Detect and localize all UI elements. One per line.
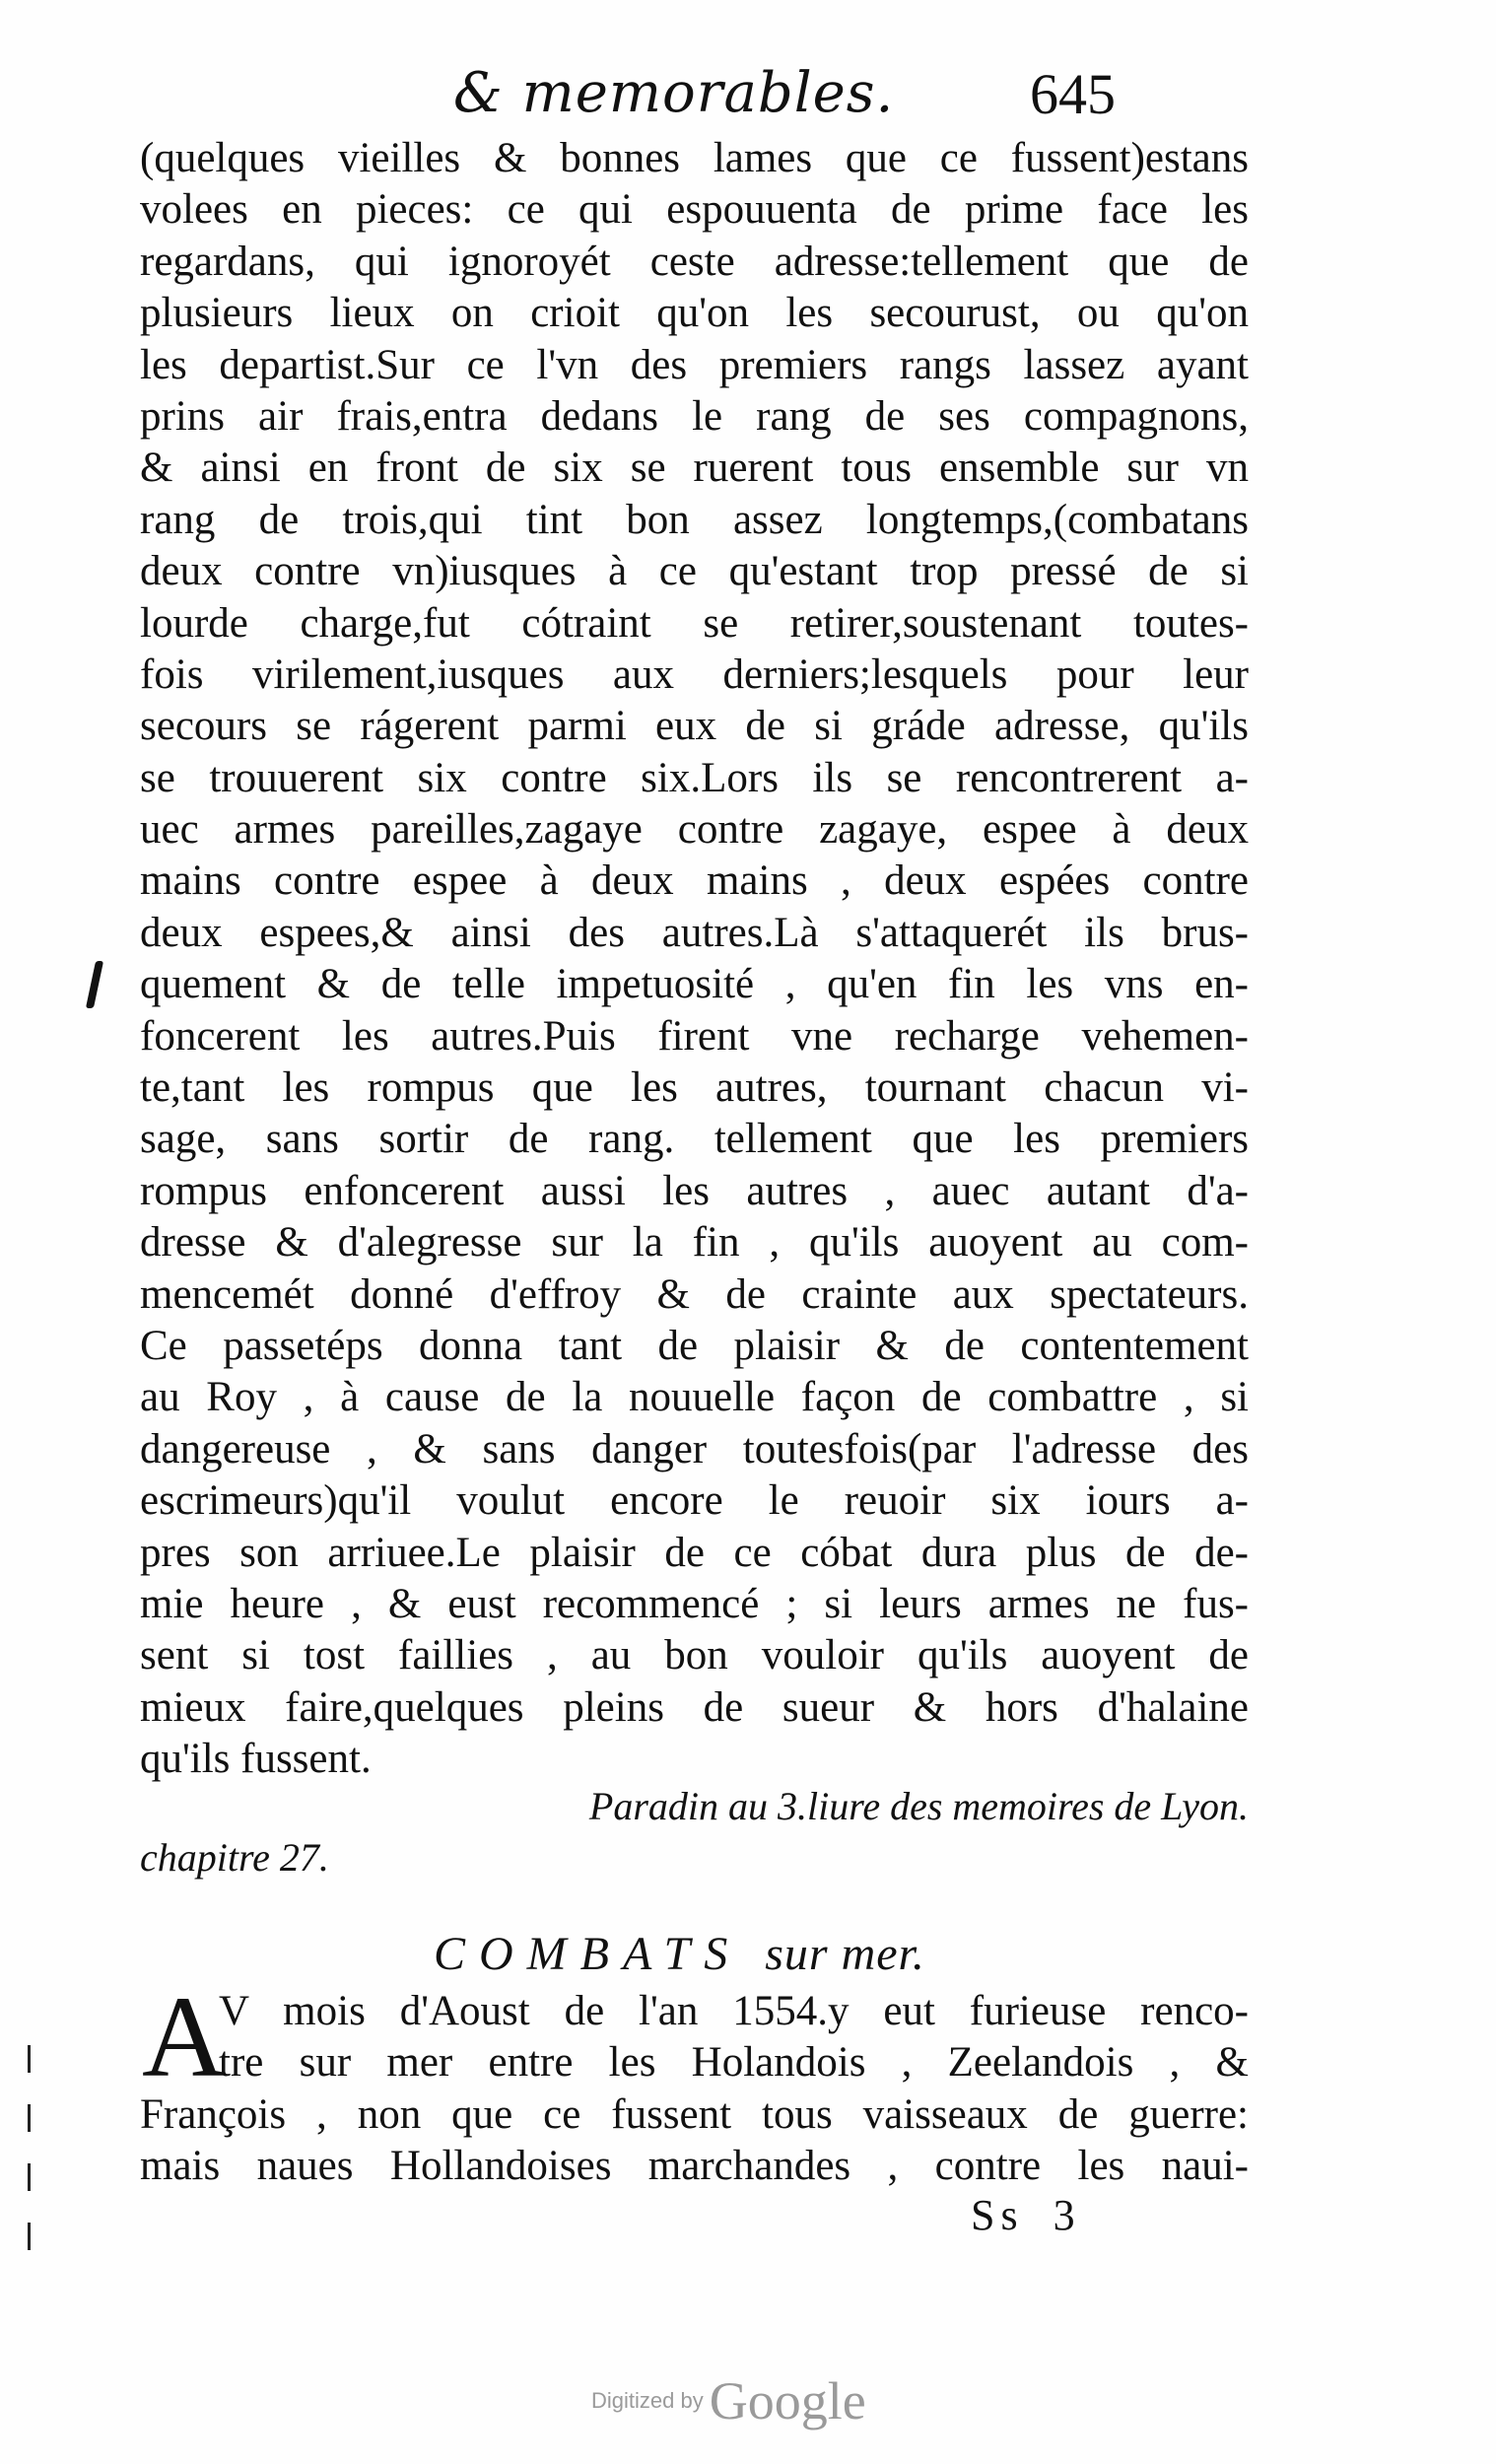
text-line: qu'ils fussent. bbox=[140, 1736, 372, 1783]
text-line: prins air frais,entra dedans le rang de ses compagnons, bbox=[140, 392, 1249, 440]
watermark-logo: Google bbox=[709, 2371, 866, 2430]
text-line: & ainsi en front de six se ruerent tous ensemble sur vn bbox=[140, 445, 1249, 492]
text-line: pres son arriuee.Le plaisir de ce cóbat dura plus de de- bbox=[140, 1529, 1249, 1576]
text-line: rang de trois,qui tint bon assez longtemps,(combatans bbox=[140, 496, 1249, 543]
text-line: lourde charge,fut cótraint se retirer,soustenant toutes- bbox=[140, 599, 1249, 647]
text-line: uec armes pareilles,zagaye contre zagaye, espee à deux bbox=[140, 806, 1249, 854]
section-heading bbox=[434, 1927, 925, 1981]
text-line: mains contre espee à deux mains , deux espées contre bbox=[140, 857, 1249, 905]
text-line: au Roy , à cause de la nouuelle façon de combattre , si bbox=[140, 1374, 1249, 1421]
signature-mark bbox=[971, 2190, 1081, 2240]
text-line: sage, sans sortir de rang. tellement que les premiers bbox=[140, 1116, 1249, 1163]
text-line: plusieurs lieux on crioit qu'on les secourust, ou qu'on bbox=[140, 290, 1249, 337]
section-subtitle: sur mer. bbox=[765, 1928, 925, 1980]
text-line: te,tant les rompus que les autres, tournant chacun vi- bbox=[140, 1064, 1249, 1112]
page-number: 645 bbox=[1030, 62, 1116, 126]
text-line: escrimeurs)qu'il voulut encore le reuoir six iours a- bbox=[140, 1477, 1249, 1525]
ink-tick bbox=[28, 2104, 40, 2132]
text-line: François , non que ce fussent tous vaisseaux de guerre: bbox=[140, 2090, 1249, 2138]
text-line: quement & de telle impetuosité , qu'en fin les vns en- bbox=[140, 961, 1249, 1008]
text-line: regardans, qui ignoroyét ceste adresse:tellement que de bbox=[140, 238, 1249, 285]
text-line: dangereuse , & sans danger toutesfois(par l'adresse des bbox=[140, 1425, 1249, 1472]
ink-tick bbox=[28, 2223, 40, 2250]
text-line: deux espees,& ainsi des autres.Là s'attaquerét ils brus- bbox=[140, 909, 1249, 956]
text-line: (quelques vieilles & bonnes lames que ce fussent)estans bbox=[140, 135, 1249, 181]
text-line: les departist.Sur ce l'vn des premiers rangs lassez ayant bbox=[140, 341, 1249, 388]
running-head: & memorables. bbox=[453, 61, 895, 125]
text-line: secours se rágerent parmi eux de si gráde adresse, qu'ils bbox=[140, 703, 1249, 750]
ink-tick bbox=[28, 2163, 40, 2191]
text-line: tre sur mer entre les Holandois , Zeelandois , & bbox=[219, 2039, 1249, 2087]
citation-line: chapitre 27. bbox=[140, 1835, 329, 1880]
page-header bbox=[453, 61, 1242, 140]
margin-ink-ticks bbox=[28, 2045, 67, 2292]
section-text-block bbox=[140, 1972, 1249, 2193]
text-line: mais naues Hollandoises marchandes , contre les naui- bbox=[140, 2143, 1249, 2190]
ink-tick bbox=[28, 2045, 40, 2073]
text-line: sent si tost faillies , au bon vouloir qu'ils auoyent de bbox=[140, 1632, 1249, 1679]
main-text-block bbox=[140, 133, 1249, 1786]
signature-number: 3 bbox=[1053, 2191, 1081, 2239]
text-line: dresse & d'alegresse sur la fin , qu'ils auoyent au com- bbox=[140, 1219, 1249, 1266]
text-line: V mois d'Aoust de l'an 1554.y eut furieuse renco- bbox=[219, 1988, 1249, 2034]
text-line: foncerent les autres.Puis firent vne recharge vehemen- bbox=[140, 1012, 1249, 1060]
text-line: volees en pieces: ce qui espouuenta de prime face les bbox=[140, 186, 1249, 234]
text-line: rompus enfoncerent aussi les autres , auec autant d'a- bbox=[140, 1167, 1249, 1214]
text-line: mieux faire,quelques pleins de sueur & hors d'halaine bbox=[140, 1683, 1249, 1731]
margin-ink-mark bbox=[86, 961, 103, 1008]
text-line: mie heure , & eust recommencé ; si leurs armes ne fus- bbox=[140, 1580, 1249, 1627]
source-citation bbox=[140, 1781, 1249, 1883]
text-line: Ce passetéps donna tant de plaisir & de contentement bbox=[140, 1322, 1249, 1369]
text-line: deux contre vn)iusques à ce qu'estant trop pressé de si bbox=[140, 548, 1249, 595]
drop-cap: A bbox=[142, 1972, 227, 2101]
text-line: mencemét donné d'effroy & de crainte aux spectateurs. bbox=[140, 1270, 1249, 1318]
citation-line: Paradin au 3.liure des memoires de Lyon. bbox=[588, 1784, 1249, 1828]
digitization-watermark bbox=[591, 2370, 986, 2430]
text-line: se trouuerent six contre six.Lors ils se rencontrerent a- bbox=[140, 754, 1249, 801]
section-title: COMBATS bbox=[434, 1928, 742, 1980]
text-line: fois virilement,iusques aux derniers;lesquels pour leur bbox=[140, 650, 1249, 698]
watermark-text: Digitized by bbox=[591, 2388, 704, 2413]
signature-letters: Ss bbox=[971, 2191, 1024, 2239]
